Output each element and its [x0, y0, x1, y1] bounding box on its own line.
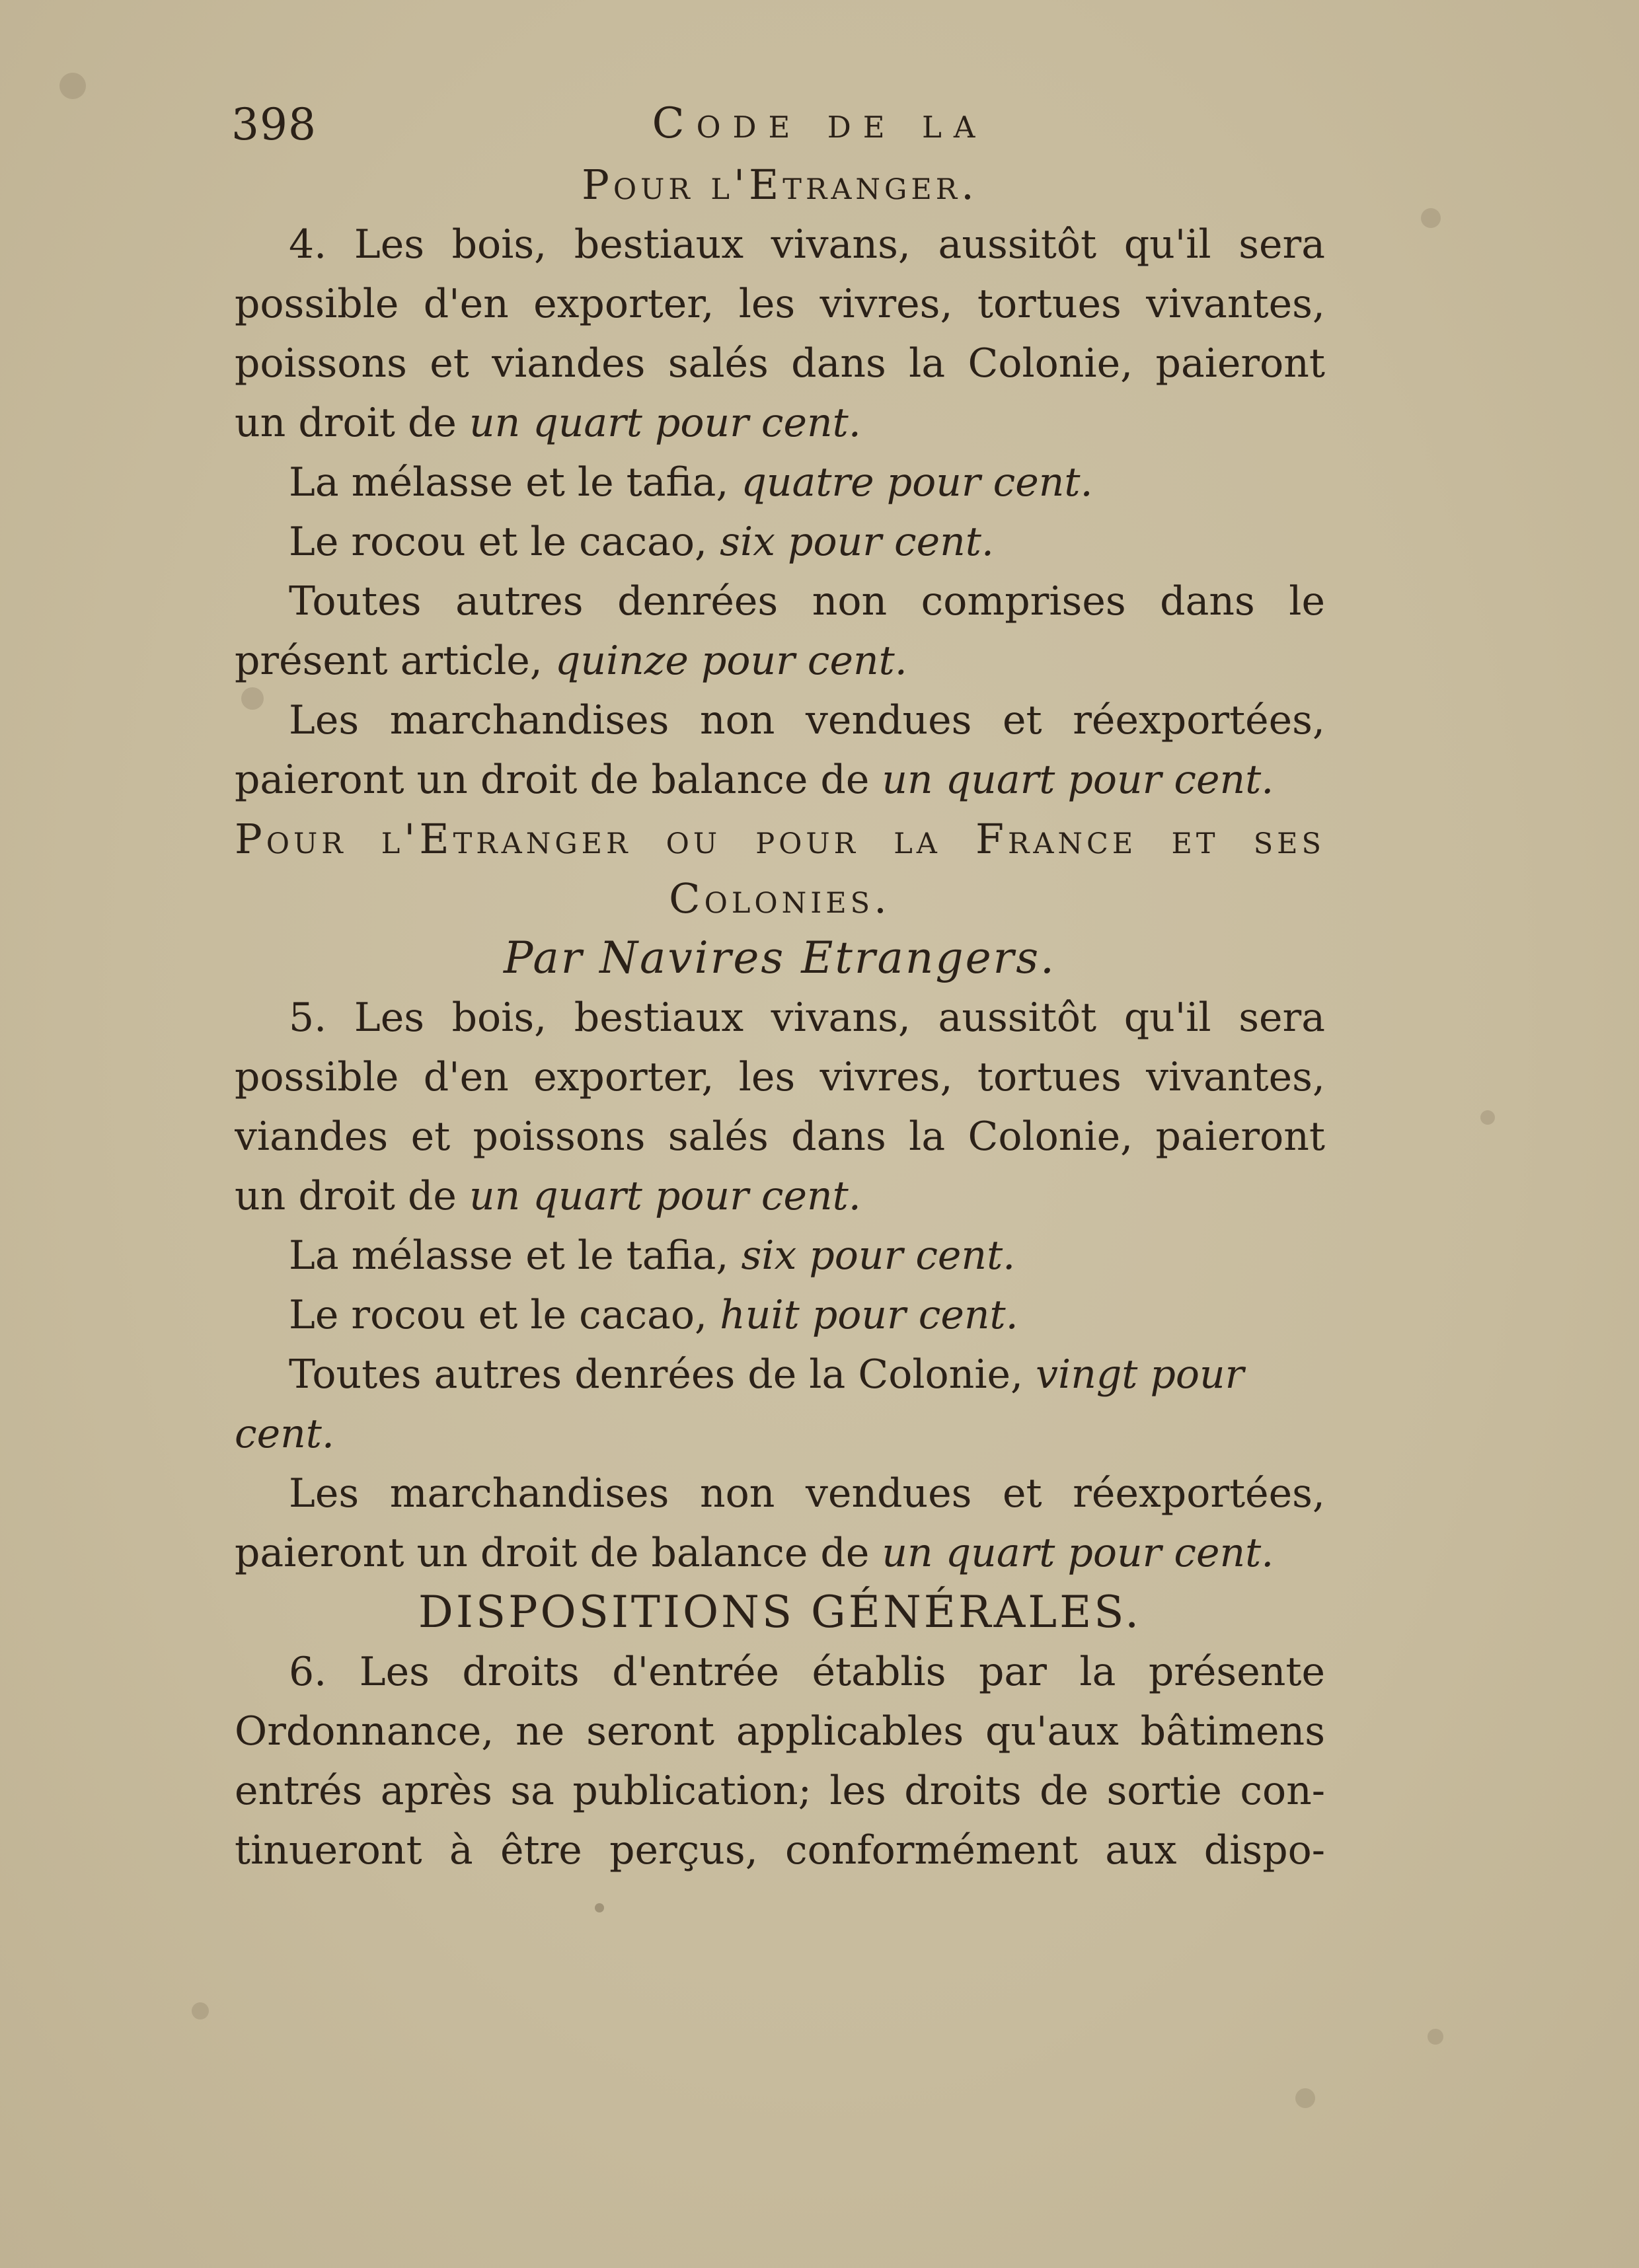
- text-fragment: paieront un droit de balance de: [235, 757, 882, 803]
- article-4-line: [235, 453, 1325, 512]
- article-4-line: [235, 393, 1325, 453]
- duty-rate: un quart pour cent.: [469, 1173, 861, 1219]
- article-6-line: 6. Les droits d'entrée établis par la présente: [289, 1649, 1325, 1695]
- text-fragment: un droit de: [235, 400, 469, 446]
- article-5-line: [235, 1226, 1325, 1285]
- article-5-line: cent.: [235, 1411, 334, 1457]
- text-fragment: La mélasse et le tafia,: [289, 459, 742, 506]
- paper-speck: [241, 687, 264, 710]
- paper-speck: [1480, 1110, 1495, 1125]
- article-4-line: [235, 631, 1325, 691]
- article-6-line: tinueront à être perçus, conformément aux dispo-: [235, 1827, 1325, 1873]
- text-fragment: Toutes autres denrées de la Colonie,: [289, 1351, 1036, 1398]
- text-fragment: Le rocou et le cacao,: [289, 519, 720, 565]
- duty-rate: huit pour cent.: [720, 1292, 1018, 1338]
- section-title-etranger-ou-france: Pour l'Etranger ou pour la France et ses: [235, 815, 1325, 863]
- text-fragment: présent article,: [235, 638, 555, 684]
- duty-rate: six pour cent.: [720, 519, 994, 565]
- article-5-line: 5. Les bois, bestiaux vivans, aussitôt qu'il sera: [289, 995, 1325, 1041]
- paper-speck: [1295, 2088, 1315, 2108]
- section-title-dispositions: DISPOSITIONS GÉNÉRALES.: [418, 1587, 1142, 1638]
- article-4-line: Les marchandises non vendues et réexportées,: [289, 697, 1325, 743]
- text-fragment: La mélasse et le tafia,: [289, 1232, 742, 1279]
- running-title: Code de la: [652, 99, 987, 148]
- article-4-line: Toutes autres denrées non comprises dans le: [289, 578, 1325, 624]
- duty-rate: vingt pour: [1036, 1351, 1244, 1398]
- article-6-line: entrés après sa publication; les droits de sortie con-: [235, 1768, 1325, 1814]
- article-5-line: Les marchandises non vendues et réexportées,: [289, 1470, 1325, 1517]
- article-5-line: [235, 1166, 1325, 1226]
- article-5-line: [235, 1523, 1325, 1583]
- page-text: [235, 155, 1325, 1880]
- article-4-line: [235, 512, 1325, 572]
- section-title-pour-etranger: Pour l'Etranger.: [582, 161, 978, 209]
- paper-speck: [192, 2002, 209, 2020]
- article-4-line: 4. Les bois, bestiaux vivans, aussitôt qu'il sera: [289, 221, 1325, 268]
- paper-speck: [1428, 2029, 1443, 2045]
- article-5-line: possible d'en exporter, les vivres, tortues vivantes,: [235, 1054, 1325, 1100]
- duty-rate: quatre pour cent.: [741, 459, 1093, 506]
- duty-rate: quinze pour cent.: [554, 638, 907, 684]
- article-4-line: possible d'en exporter, les vivres, tortues vivantes,: [235, 281, 1325, 327]
- article-4-line: [235, 750, 1325, 810]
- text-fragment: paieront un droit de balance de: [235, 1530, 882, 1576]
- duty-rate: un quart pour cent.: [882, 1530, 1274, 1576]
- text-fragment: un droit de: [235, 1173, 469, 1219]
- duty-rate: un quart pour cent.: [469, 400, 861, 446]
- article-4-line: poissons et viandes salés dans la Colonie, paieront: [235, 340, 1325, 387]
- paper-speck: [59, 73, 86, 99]
- article-6-line: Ordonnance, ne seront applicables qu'aux bâtimens: [235, 1708, 1325, 1755]
- section-subtitle: Par Navires Etrangers.: [503, 932, 1057, 983]
- duty-rate: un quart pour cent.: [882, 757, 1274, 803]
- duty-rate: six pour cent.: [741, 1232, 1016, 1279]
- paper-speck: [1421, 208, 1441, 228]
- page-number: 398: [231, 99, 317, 150]
- section-title-colonies: Colonies.: [669, 874, 891, 923]
- article-5-line: [235, 1285, 1325, 1345]
- paper-speck: [595, 1903, 604, 1912]
- text-fragment: Le rocou et le cacao,: [289, 1292, 720, 1338]
- article-5-line: [235, 1345, 1325, 1404]
- article-5-line: viandes et poissons salés dans la Colonie, paieront: [235, 1114, 1325, 1160]
